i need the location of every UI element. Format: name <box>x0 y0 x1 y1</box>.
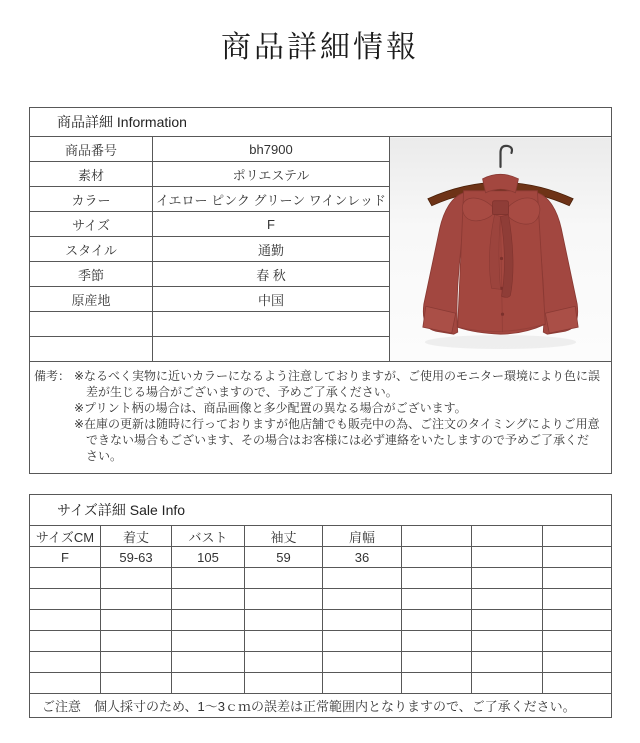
size-data-row <box>30 547 612 568</box>
column-header: バスト <box>172 526 245 547</box>
size-cell: 36 <box>323 547 402 568</box>
remarks-label: 備考： <box>34 369 71 383</box>
size-cell: 59 <box>245 547 323 568</box>
product-detail-page <box>0 22 640 718</box>
info-label: 季節 <box>30 262 153 287</box>
column-header <box>402 526 472 547</box>
hanger-hook-icon <box>501 146 512 167</box>
info-label: 素材 <box>30 162 153 187</box>
info-label: サイズ <box>30 212 153 237</box>
size-column-header-row <box>30 526 612 547</box>
size-cell <box>543 547 612 568</box>
column-header: サイズCM <box>30 526 101 547</box>
size-empty-row <box>30 673 612 694</box>
info-value: bh7900 <box>153 137 390 162</box>
info-label <box>30 337 153 362</box>
remarks-row <box>30 362 612 474</box>
column-header <box>543 526 612 547</box>
info-label: スタイル <box>30 237 153 262</box>
info-table-title: 商品詳細 Information <box>30 108 612 137</box>
column-header: 肩幅 <box>323 526 402 547</box>
size-table-header-row <box>30 495 612 526</box>
size-empty-row <box>30 652 612 673</box>
info-value: 中国 <box>153 287 390 312</box>
info-label <box>30 312 153 337</box>
info-value <box>153 337 390 362</box>
product-info-table <box>29 107 612 474</box>
blouse-photo-illustration <box>390 137 611 361</box>
size-empty-row <box>30 631 612 652</box>
size-empty-row <box>30 610 612 631</box>
remark-item: ※プリント柄の場合は、商品画像と多少配置の異なる場合がございます。 <box>74 401 467 415</box>
size-cell <box>402 547 472 568</box>
size-table-title: サイズ詳細 Sale Info <box>30 495 612 526</box>
page-title: 商品詳細情報 <box>221 31 419 64</box>
size-empty-row <box>30 568 612 589</box>
info-value <box>153 312 390 337</box>
info-value: F <box>153 212 390 237</box>
product-image <box>390 137 612 362</box>
column-header <box>472 526 543 547</box>
bow-knot <box>493 201 509 215</box>
remark-item: ※在庫の更新は随時に行っておりますが他店舗でも販売中の為、ご注文のタイミングによりご用意できない場合もございます、その場合はお客様には必ず連絡をいたしますので予めご了承ください。 <box>74 417 600 463</box>
info-value: 通勤 <box>153 237 390 262</box>
size-cell <box>472 547 543 568</box>
info-label: 商品番号 <box>30 137 153 162</box>
table-row <box>30 137 612 162</box>
size-cell: 59-63 <box>101 547 172 568</box>
size-empty-row <box>30 589 612 610</box>
info-value: イエロー ピンク グリーン ワインレッド <box>153 187 390 212</box>
info-label: カラー <box>30 187 153 212</box>
size-cell: F <box>30 547 101 568</box>
size-cell: 105 <box>172 547 245 568</box>
caution-note-row <box>30 694 612 718</box>
info-label: 原産地 <box>30 287 153 312</box>
remark-item: ※なるべく実物に近いカラーになるよう注意しておりますが、ご使用のモニター環境により色に誤差が生じる場合がございますので、予めご了承ください。 <box>74 369 601 399</box>
info-table-header-row <box>30 108 612 137</box>
caution-note: ご注意 個人採寸のため、1～3ｃｍの誤差は正常範囲内となりますので、ご了承ください。 <box>30 694 612 718</box>
info-value: ポリエステル <box>153 162 390 187</box>
remarks <box>34 368 601 464</box>
column-header: 袖丈 <box>245 526 323 547</box>
column-header: 着丈 <box>101 526 172 547</box>
info-value: 春 秋 <box>153 262 390 287</box>
size-detail-table <box>29 494 612 718</box>
remarks-body <box>74 368 601 464</box>
